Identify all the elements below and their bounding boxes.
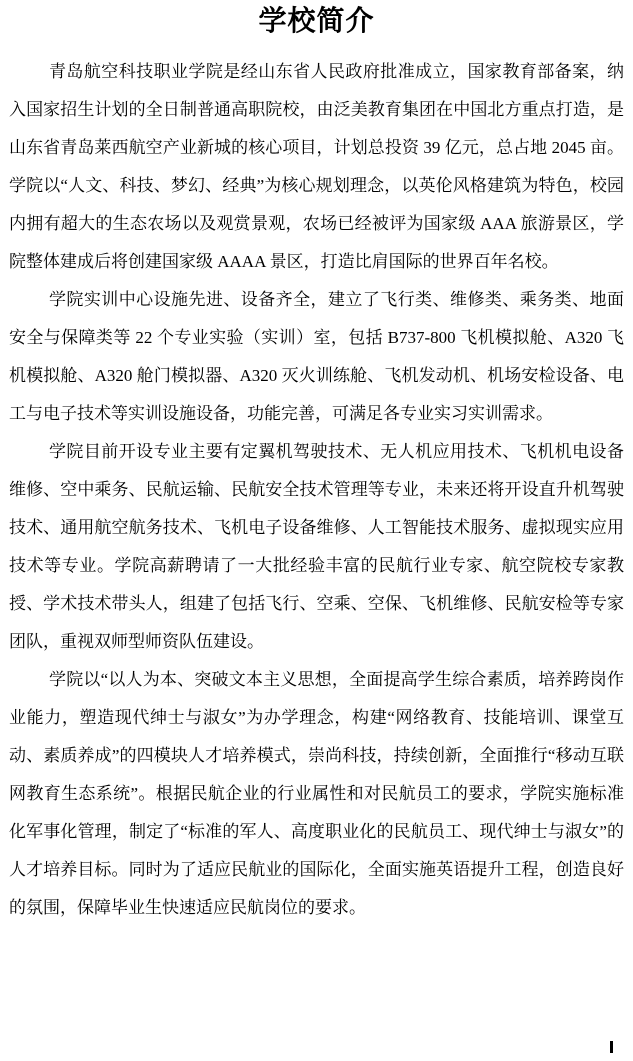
paragraph-majors-faculty: 学院目前开设专业主要有定翼机驾驶技术、无人机应用技术、飞机机电设备维修、空中乘务、民航运输、民航安全技术管理等专业，未来还将开设直升机驾驶技术、通用航空航务技术、飞机电子设备维修、人工智能技术服务、虚拟现实应用技术等专业。学院高薪聘请了一大批经验丰富的民航行业专家、航空院校专家教授、学术技术带头人，组建了包括飞行、空乘、空保、飞机维修、民航安检等专家团队，重视双师型师资队伍建设。 [9,442,624,651]
paragraph-training-facilities: 学院实训中心设施先进、设备齐全，建立了飞行类、维修类、乘务类、地面安全与保障类等 22 个专业实验（实训）室，包括 B737-800 飞机模拟舱、A320 飞机模拟舱、A320 舱门模拟器、A320 灭火训练舱、飞机发动机、机场安检设备、电工与电子技术等实训设施设备，功能完善，可满足各专业实习实训需求。 [9,290,624,423]
paragraph-philosophy: 学院以“以人为本、突破文本主义思想，全面提高学生综合素质，培养跨岗作业能力，塑造现代绅士与淑女”为办学理念，构建“网络教育、技能培训、课堂互动、素质养成”的四模块人才培养模式，崇尚科技，持续创新，全面推行“移动互联网教育生态系统”。根据民航企业的行业属性和对民航员工的要求，学院实施标准化军事化管理，制定了“标准的军人、高度职业化的民航员工、现代绅士与淑女”的人才培养目标。同时为了适应民航业的国际化，全面实施英语提升工程，创造良好的氛围，保障毕业生快速适应民航岗位的要求。 [9,670,624,917]
document-title: 学校简介 [258,5,375,36]
paragraph-intro: 青岛航空科技职业学院是经山东省人民政府批准成立，国家教育部备案，纳入国家招生计划的全日制普通高职院校，由泛美教育集团在中国北方重点打造，是山东省青岛莱西航空产业新城的核心项目，计划总投资 39 亿元，总占地 2045 亩。学院以“人文、科技、梦幻、经典”为核心规划理念，以英伦风格建筑为特色，校园内拥有超大的生态农场以及观赏景观，农场已经被评为国家级 AAA 旅游景区，学院整体建成后将创建国家级 AAAA 景区，打造比肩国际的世界百年名校。 [9,62,624,271]
text-cursor-mark [610,1041,613,1053]
document-body [0,53,633,927]
